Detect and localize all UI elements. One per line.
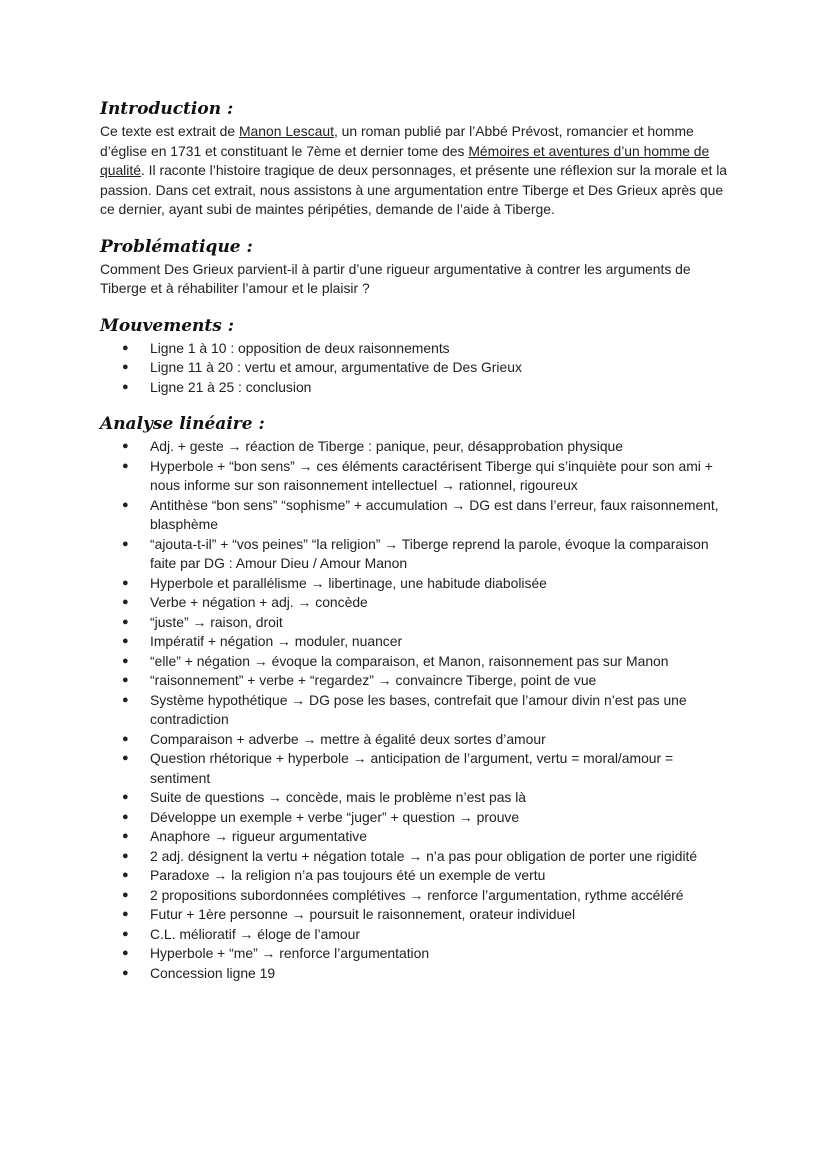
bullet-icon: ● bbox=[122, 537, 129, 550]
list-item bbox=[100, 905, 732, 925]
bullet-icon: ● bbox=[122, 830, 129, 842]
introduction-section bbox=[100, 98, 732, 220]
bullet-icon: ● bbox=[122, 459, 129, 472]
list-item-text: “elle” + négation → évoque la comparaison, et Manon, raisonnement pas sur Manon bbox=[150, 652, 669, 669]
analyse-list bbox=[100, 437, 732, 983]
list-item bbox=[100, 691, 732, 730]
bullet-icon: ● bbox=[122, 361, 129, 373]
list-item bbox=[100, 652, 732, 672]
list-item bbox=[100, 925, 732, 945]
list-item-text: Hyperbole + “me” → renforce l’argumentation bbox=[150, 945, 430, 961]
analyse-heading: Analyse linéaire : bbox=[100, 414, 265, 434]
bullet-icon: ● bbox=[122, 380, 129, 393]
list-item-text: Hyperbole et parallélisme → libertinage, une habitude diabolisée bbox=[150, 574, 547, 591]
mouvements-section bbox=[100, 315, 732, 398]
list-item-text: Paradoxe → la religion n’a pas toujours été un exemple de vertu bbox=[150, 867, 546, 883]
introduction-heading: Introduction : bbox=[100, 99, 234, 119]
list-item bbox=[100, 437, 732, 457]
list-item-text: Question rhétorique + hyperbole → anticipation de l’argument, vertu = moral/amour = sentiment bbox=[150, 750, 674, 786]
list-item bbox=[100, 730, 732, 750]
list-item bbox=[100, 632, 732, 652]
list-item-text: 2 propositions subordonnées complétives → renforce l’argumentation, rythme accéléré bbox=[150, 886, 684, 903]
list-item bbox=[100, 964, 732, 984]
list-item-text: Hyperbole + “bon sens” → ces éléments caractérisent Tiberge qui s’inquiète pour son ami + nous informe sur son raisonnement intellectuel → rationnel, rigoureux bbox=[150, 457, 713, 493]
bullet-icon: ● bbox=[122, 576, 129, 589]
list-item bbox=[100, 378, 732, 398]
bullet-icon: ● bbox=[122, 869, 129, 881]
list-item-text: “juste” → raison, droit bbox=[150, 613, 283, 630]
list-item-text: Impératif + négation → moduler, nuancer bbox=[150, 633, 403, 649]
list-item-text: Anaphore → rigueur argumentative bbox=[150, 828, 367, 844]
list-item bbox=[100, 944, 732, 964]
list-item bbox=[100, 574, 732, 594]
problematique-heading: Problématique : bbox=[100, 236, 253, 257]
list-item-text: Verbe + négation + adj. → concède bbox=[150, 594, 368, 610]
list-item-text: Adj. + geste → réaction de Tiberge : panique, peur, désapprobation physique bbox=[150, 438, 623, 454]
problematique-section bbox=[100, 236, 732, 299]
list-item-text: Ligne 1 à 10 : opposition de deux raisonnements bbox=[150, 339, 450, 356]
bullet-icon: ● bbox=[122, 908, 129, 920]
list-item bbox=[100, 866, 732, 886]
list-item-text: Comparaison + adverbe → mettre à égalité deux sortes d’amour bbox=[150, 730, 546, 747]
list-item bbox=[100, 749, 732, 788]
intro-title-memoires: Mémoires et aventures d’un homme de qualité bbox=[100, 142, 710, 178]
intro-text-1: Ce texte est extrait de bbox=[100, 123, 239, 139]
list-item bbox=[100, 535, 732, 574]
list-item bbox=[100, 827, 732, 847]
bullet-icon: ● bbox=[122, 947, 129, 959]
bullet-icon: ● bbox=[122, 791, 129, 803]
problematique-paragraph: Comment Des Grieux parvient-il à partir d’une rigueur argumentative à contrer les arguments de Tiberge et à réhabiliter l’amour et le plaisir ? bbox=[100, 260, 691, 296]
bullet-icon: ● bbox=[122, 966, 129, 979]
mouvements-heading: Mouvements : bbox=[100, 315, 234, 336]
bullet-icon: ● bbox=[122, 440, 129, 452]
bullet-icon: ● bbox=[122, 732, 129, 745]
list-item-text: C.L. mélioratif → éloge de l’amour bbox=[150, 925, 360, 942]
bullet-icon: ● bbox=[122, 752, 129, 764]
bullet-icon: ● bbox=[122, 635, 129, 647]
list-item bbox=[100, 339, 732, 359]
intro-title-manon-lescaut: Manon Lescaut bbox=[238, 123, 334, 139]
bullet-icon: ● bbox=[122, 927, 129, 940]
list-item-text: Suite de questions → concède, mais le problème n’est pas là bbox=[150, 789, 527, 805]
list-item bbox=[100, 496, 732, 535]
list-item bbox=[100, 671, 732, 691]
bullet-icon: ● bbox=[122, 615, 129, 628]
bullet-icon: ● bbox=[122, 810, 129, 823]
bullet-icon: ● bbox=[122, 596, 129, 608]
mouvements-list bbox=[100, 339, 732, 398]
list-item-text: “ajouta-t-il” + “vos peines” “la religion” → Tiberge reprend la parole, évoque la comparaison faite par DG : Amour Dieu / Amour Manon bbox=[150, 535, 709, 571]
list-item-text: Ligne 21 à 25 : conclusion bbox=[150, 378, 312, 395]
bullet-icon: ● bbox=[122, 498, 129, 511]
introduction-paragraph bbox=[100, 122, 732, 220]
analyse-section bbox=[100, 413, 732, 983]
list-item bbox=[100, 886, 732, 906]
list-item-text: Antithèse “bon sens” “sophisme” + accumulation → DG est dans l’erreur, faux raisonnement, blasphème bbox=[150, 496, 719, 532]
list-item-text: Concession ligne 19 bbox=[150, 964, 276, 981]
list-item bbox=[100, 788, 732, 808]
document-page bbox=[100, 98, 732, 999]
bullet-icon: ● bbox=[122, 888, 129, 901]
list-item-text: Système hypothétique → DG pose les bases, contrefait que l’amour divin n’est pas une contradiction bbox=[150, 691, 687, 727]
list-item bbox=[100, 593, 732, 613]
list-item-text: 2 adj. désignent la vertu + négation totale → n’a pas pour obligation de porter une rigidité bbox=[150, 847, 698, 864]
list-item-text: “raisonnement” + verbe + “regardez” → convaincre Tiberge, point de vue bbox=[150, 672, 597, 688]
bullet-icon: ● bbox=[122, 849, 129, 862]
bullet-icon: ● bbox=[122, 654, 129, 667]
intro-text-3: . Il raconte l’histoire tragique de deux personnages, et présente une réflexion sur la morale et la passion. Dans cet extrait, nous assistons à une argumentation entre Tiberge et Des Grieux après que ce dernier, ayant subi de maintes péripéties, demande de l’aide à Tiberge. bbox=[100, 162, 728, 217]
list-item bbox=[100, 808, 732, 828]
list-item-text: Ligne 11 à 20 : vertu et amour, argumentative de Des Grieux bbox=[150, 359, 522, 375]
bullet-icon: ● bbox=[122, 341, 129, 354]
list-item-text: Futur + 1ère personne → poursuit le raisonnement, orateur individuel bbox=[150, 906, 576, 922]
list-item bbox=[100, 613, 732, 633]
bullet-icon: ● bbox=[122, 693, 129, 706]
list-item bbox=[100, 457, 732, 496]
bullet-icon: ● bbox=[122, 674, 129, 686]
intro-text-2: , un roman publié par l’Abbé Prévost, romancier et homme d’église en 1731 et constituant le 7ème et dernier tome des bbox=[100, 123, 694, 159]
list-item-text: Développe un exemple + verbe “juger” + question → prouve bbox=[150, 808, 520, 825]
list-item bbox=[100, 358, 732, 378]
list-item bbox=[100, 847, 732, 867]
